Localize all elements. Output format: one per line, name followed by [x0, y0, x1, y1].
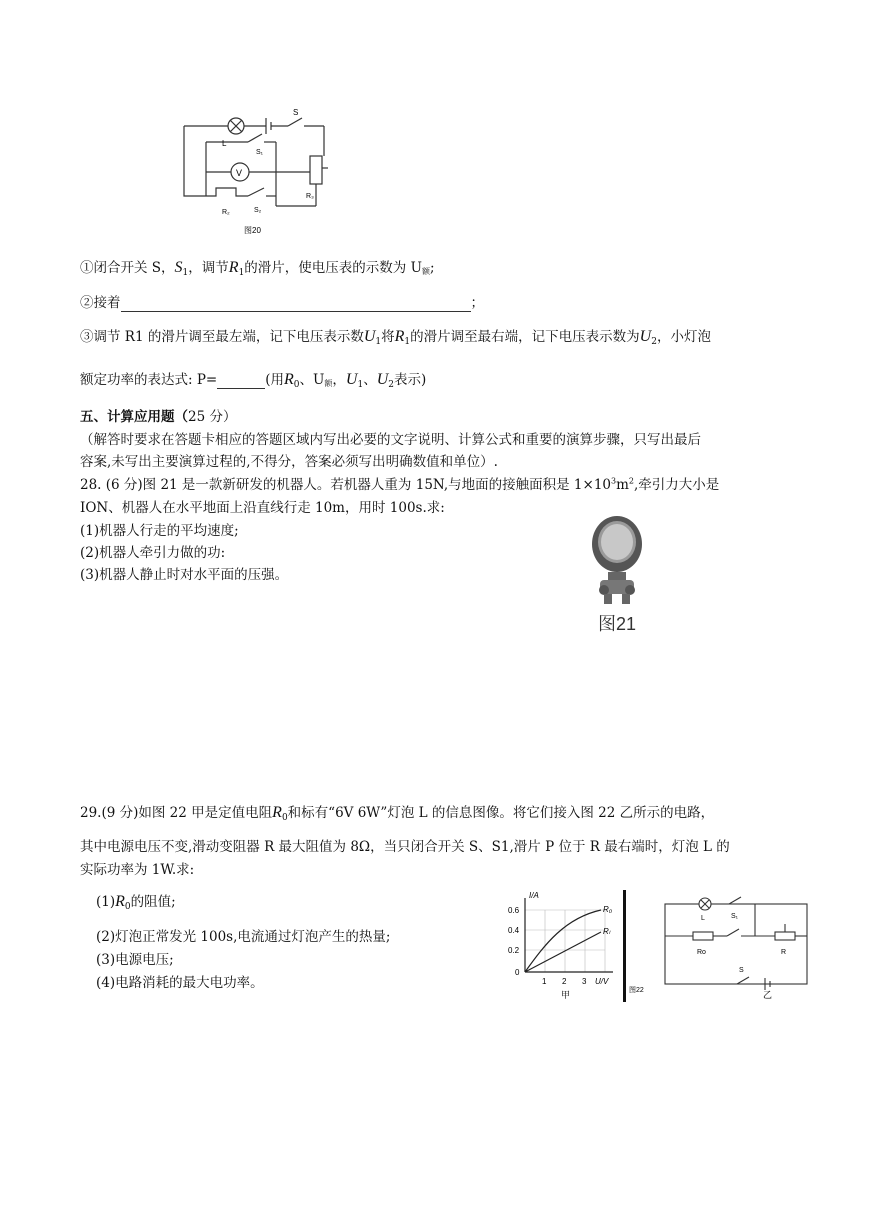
- q29-line3: 实际功率为 1W.求:: [80, 862, 195, 878]
- q29-line2: 其中电源电压不变,滑动变阻器 R 最大阻值为 8Ω，当只闭合开关 S、S1,滑片 P 位于 R 最右端时，灯泡 L 的: [80, 839, 730, 855]
- q29-sub4: (4)电路消耗的最大电功率。: [96, 975, 264, 991]
- fig22-circuit-label-s1: S₁: [731, 913, 739, 920]
- fig22-curve-label-rl: Rₗ: [603, 927, 611, 936]
- fig20-label-v: V: [236, 168, 243, 178]
- q27-step2: ②接着 ；: [80, 295, 484, 311]
- fig22-curve-label-r0: R₀: [603, 905, 613, 914]
- figure-22: [505, 888, 815, 1008]
- fig20-label-r3: R₃: [306, 193, 314, 200]
- fig22-circuit-label-l: L: [701, 915, 705, 922]
- q28-line2: ION、机器人在水平地面上沿直线行走 10m，用时 100s.求:: [80, 500, 445, 516]
- fig22-circuit-label-s: S: [739, 967, 744, 974]
- fig20-caption: 图20: [244, 226, 261, 235]
- q27-expression: 额定功率的表达式: P= (用$R_0$、U额，$U_1$、$U_2$表示): [80, 371, 427, 390]
- fig20-label-s1: S₁: [256, 149, 264, 156]
- fig22-x-tick-2: 2: [562, 977, 567, 986]
- q29-sub2: (2)灯泡正常发光 100s,电流通过灯泡产生的热量;: [96, 929, 391, 945]
- fig20-label-s2: S₂: [254, 207, 262, 214]
- fig20-label-l: L: [222, 139, 227, 148]
- q27-step1: ①闭合开关 S，$S_1$，调节$R_1$的滑片，使电压表的示数为 U额;: [80, 259, 435, 278]
- fig22-circuit-caption: 乙: [763, 990, 773, 1000]
- fig22-caption: 图22: [629, 987, 644, 994]
- section-5-instructions-line2: 容案,未写出主要演算过程的,不得分，答案必须写出明确数值和单位）.: [80, 454, 498, 470]
- section-5-title: 五、计算应用题（25 分）: [80, 409, 237, 425]
- figure-20-circuit: [176, 106, 336, 236]
- q28-line1: 28. (6 分)图 21 是一款新研发的机器人。若机器人重为 15N,与地面的接触面积是 $1\times 10^3m^2$,牵引力大小是: [80, 476, 720, 493]
- fig22-circuit-label-r0: Ro: [697, 949, 706, 956]
- fig22-graph-label: 甲: [561, 990, 571, 1000]
- fig22-circuit-yi: [665, 897, 807, 990]
- fig22-y-tick-02: 0.2: [508, 946, 520, 955]
- answer-blank-expression[interactable]: [217, 372, 265, 389]
- fig20-label-r2: R₂: [222, 209, 230, 216]
- fig22-y-axis-label: I/A: [529, 891, 539, 900]
- fig22-circuit-label-r: R: [781, 949, 787, 956]
- fig20-label-s: S: [293, 108, 299, 117]
- figure-21-robot: [584, 512, 654, 638]
- fig22-x-tick-1: 1: [542, 977, 547, 986]
- fig21-caption: 图21: [598, 614, 637, 634]
- q29-sub1: $(1)R_0$的阻值;: [96, 893, 176, 912]
- q27-step3: ③调节 R1 的滑片调至最左端，记下电压表示数$U_1$将$R_1$的滑片调至最右端，记下电压表示数为$U_2$，小灯泡: [80, 328, 711, 347]
- q28-sub3: (3)机器人静止时对水平面的压强。: [80, 567, 289, 583]
- q29-sub3: (3)电源电压;: [96, 952, 174, 968]
- fig22-x-axis-label: U/V: [595, 977, 609, 986]
- q29-line1: 29.(9 分)如图 22 甲是定值电阻$R_0$和标有“6V 6W”灯泡 L 的信息图像。将它们接入图 22 乙所示的电路，: [80, 804, 715, 823]
- fig22-y-tick-0: 0: [515, 968, 520, 977]
- fig22-graph-jia: [508, 891, 613, 1000]
- answer-blank-step2[interactable]: [121, 295, 471, 312]
- section-5-instructions-line1: （解答时要求在答题卡相应的答题区域内写出必要的文字说明、计算公式和重要的演算步骤，只写出最后: [80, 432, 701, 448]
- fig22-y-tick-04: 0.4: [508, 926, 520, 935]
- fig22-y-tick-06: 0.6: [508, 906, 520, 915]
- q28-sub1: (1)机器人行走的平均速度;: [80, 523, 239, 539]
- q28-sub2: (2)机器人牵引力做的功:: [80, 545, 226, 561]
- fig22-x-tick-3: 3: [582, 977, 587, 986]
